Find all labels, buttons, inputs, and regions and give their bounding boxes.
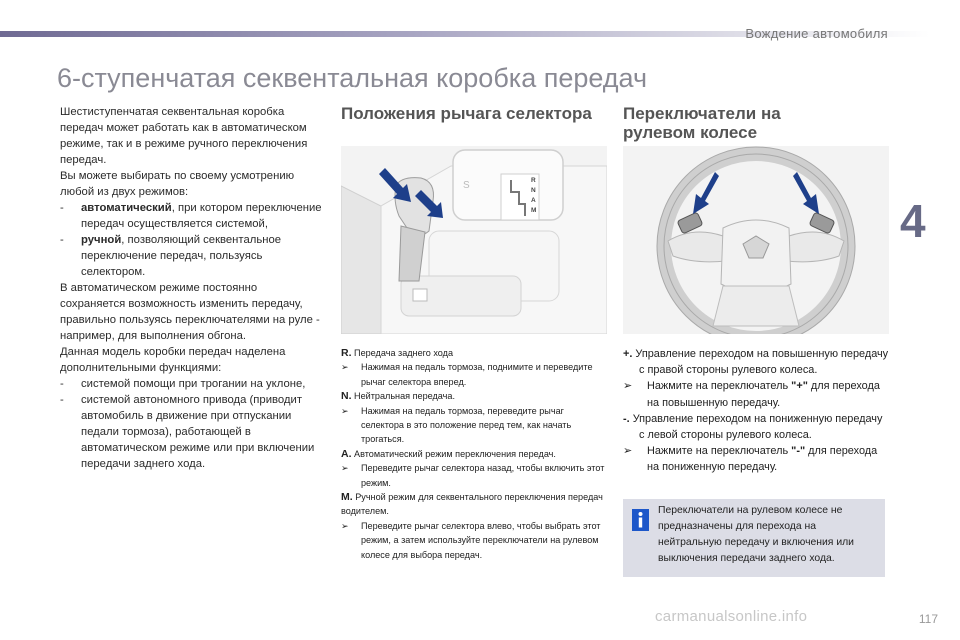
paddle-desc: Управление переходом на повышенную передачу с правой стороны рулевого колеса.: [635, 348, 889, 377]
page-title: 6-ступенчатая секвентальная коробка передач: [57, 63, 648, 93]
arrow-icon: ➢: [341, 463, 349, 474]
info-text: Переключатели на рулевом колесе не предназначены для перехода на нейтральную передачу и включения или выключения передачи заднего хода.: [658, 505, 854, 564]
feature-item: [60, 392, 322, 472]
feature-text: системой помощи при трогании на уклоне,: [81, 378, 306, 390]
steering-wheel-illustration: [623, 146, 889, 334]
watermark: carmanualsonline.info: [655, 608, 808, 625]
instruction-text: для перехода на повышенную передачу.: [647, 380, 880, 409]
position-r: [341, 346, 607, 360]
plus-paddle: [623, 346, 889, 378]
intro-text: [60, 104, 322, 472]
page-number: 117: [918, 612, 938, 626]
gate-label: N: [531, 187, 536, 194]
dash: -: [60, 394, 64, 406]
mode-name: ручной: [81, 234, 122, 246]
steering-figure: [623, 146, 889, 334]
intro-paragraph: Данная модель коробки передач наделена дополнительными функциями:: [60, 346, 286, 374]
selector-illustration: [341, 146, 607, 334]
instruction-text: Нажимая на педаль тормоза, переведите рычаг селектора в это положение перед тем, как начать трогаться.: [361, 405, 572, 445]
mode-item-auto: [60, 200, 322, 232]
heading-line: Переключатели на: [623, 104, 781, 123]
minus-paddle: [623, 411, 889, 443]
position-instruction: [341, 461, 607, 490]
feature-item: [60, 376, 322, 392]
arrow-icon: ➢: [341, 362, 349, 373]
gate-label: R: [531, 177, 536, 184]
position-title: Нейтральная передача.: [354, 391, 455, 402]
intro-paragraph: Вы можете выбирать по своему усмотрению любой из двух режимов:: [60, 170, 295, 198]
position-key: N.: [341, 390, 352, 403]
intro-paragraph: Шестиступенчатая секвентальная коробка передач может работать как в автоматическом режиме, так и в режиме ручного переключения передач.: [60, 106, 308, 166]
selector-figure: [341, 146, 607, 334]
gate-label: M: [531, 207, 537, 214]
paddle-key: +.: [623, 348, 633, 360]
position-title: Передача заднего хода: [354, 348, 454, 358]
paddle-key: -.: [623, 412, 630, 425]
gate-label: A: [531, 197, 536, 204]
paddles-heading: [623, 104, 781, 142]
dash: -: [60, 378, 64, 390]
paddle-desc: Управление переходом на пониженную передачу с левой стороны рулевого колеса.: [632, 412, 883, 442]
position-key: M.: [341, 491, 353, 504]
instruction-text: Переведите рычаг селектора влево, чтобы выбрать этот режим, а затем используйте переключатели на рулевом колесе для выбора передач.: [361, 520, 601, 560]
info-icon: [632, 509, 649, 531]
mode-desc: , при котором переключение передач осуществляется системой,: [81, 202, 322, 230]
position-key: R.: [341, 347, 352, 359]
plus-instruction: [623, 378, 889, 410]
instruction-text: Переведите рычаг селектора назад, чтобы включить этот режим.: [361, 463, 605, 488]
paddle-symbol: "-": [791, 445, 806, 458]
mode-name: автоматический: [81, 202, 172, 214]
instruction-text: Нажимая на педаль тормоза, поднимите и переведите рычаг селектора вперед.: [361, 362, 593, 387]
section-title: Вождение автомобиля: [745, 26, 888, 41]
instruction-text: Нажмите на переключатель: [647, 380, 792, 393]
gate-label-s: S: [463, 180, 470, 191]
arrow-icon: ➢: [623, 380, 633, 393]
paddle-symbol: "+": [791, 380, 808, 393]
arrow-icon: ➢: [341, 405, 349, 416]
mode-item-manual: [60, 232, 322, 280]
position-title: Ручной режим для секвентального переключения передач водителем.: [341, 492, 603, 517]
position-m: [341, 490, 607, 519]
mode-desc: , позволяющий секвентальное переключение передач, пользуясь селектором.: [81, 234, 282, 278]
arrow-icon: ➢: [623, 445, 633, 458]
position-instruction: [341, 360, 607, 389]
position-instruction: [341, 404, 607, 447]
position-a: [341, 447, 607, 461]
position-instruction: [341, 519, 607, 562]
heading-line: рулевом колесе: [623, 123, 758, 142]
feature-text: системой автономного привода (приводит автомобиль в движение при отпускании педали тормоза), работающей в автоматическом режиме или при включении передачи заднего хода.: [81, 394, 315, 470]
chapter-number: 4: [900, 195, 926, 247]
selector-heading: Положения рычага селектора: [341, 104, 592, 123]
arrow-icon: ➢: [341, 520, 349, 531]
intro-paragraph: В автоматическом режиме постоянно сохраняется возможность изменить передачу, правильно пользуясь переключателями на руле - например, для выполнения обгона.: [60, 282, 320, 342]
dash: -: [60, 234, 64, 246]
dash: -: [60, 202, 64, 214]
instruction-text: для перехода на пониженную передачу.: [647, 445, 878, 474]
position-key: A.: [341, 447, 352, 460]
info-box: [623, 499, 885, 577]
selector-positions: [341, 346, 607, 562]
instruction-text: Нажмите на переключатель: [647, 445, 792, 458]
position-n: [341, 389, 607, 403]
position-title: Автоматический режим переключения передач.: [354, 448, 556, 459]
paddles-text: [623, 346, 889, 476]
minus-instruction: [623, 443, 889, 475]
